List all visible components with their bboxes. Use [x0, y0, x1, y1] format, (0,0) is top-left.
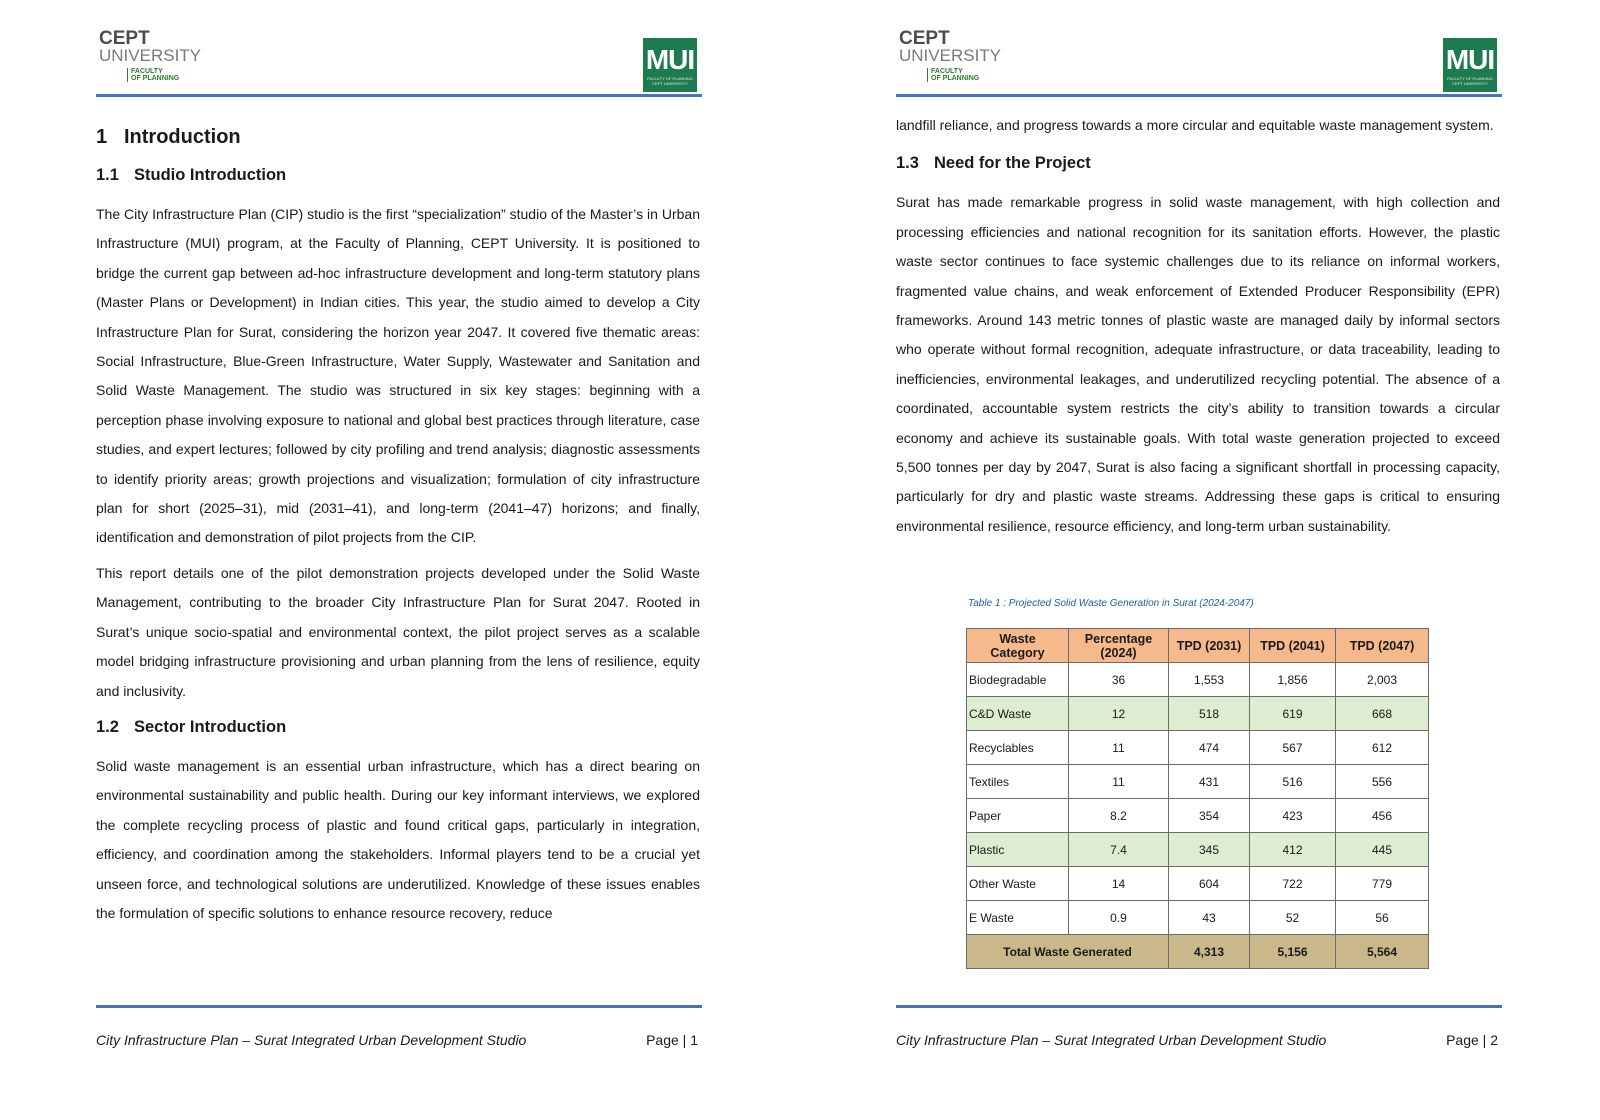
page-1-content [96, 124, 700, 928]
table-cell-value: 11 [1069, 765, 1169, 799]
footer-divider [96, 1005, 702, 1008]
total-value: 4,313 [1169, 935, 1250, 969]
table-cell-value: 7.4 [1069, 833, 1169, 867]
mui-logo-subtext: FACULTY OF PLANNING [1447, 76, 1493, 81]
mui-logo-subtext-2: CEPT UNIVERSITY [1452, 81, 1488, 86]
table-cell-category: Paper [967, 799, 1069, 833]
heading-introduction: 1 Introduction [96, 126, 241, 148]
logo-text-university: UNIVERSITY [899, 46, 1002, 65]
page-number: Page | 1 [646, 1032, 698, 1048]
table-row [967, 697, 1429, 731]
table-cell-value: 14 [1069, 867, 1169, 901]
table-cell-value: 8.2 [1069, 799, 1169, 833]
heading-sector-introduction: 1.2 Sector Introduction [96, 717, 287, 736]
logo-text-university: UNIVERSITY [99, 46, 202, 65]
table-cell-value: 619 [1250, 697, 1336, 731]
paragraph-studio-intro: The City Infrastructure Plan (CIP) studio is the first “specialization” studio of the Master’s in Urban Infrastructure (MUI) program, at the Faculty of Planning, CEPT University. It is positioned to bridge the current gap between ad-hoc infrastructure development and long-term statutory plans (Master Plans or Development) in Indian cities. This year, the studio aimed to develop a City Infrastructure Plan for Surat, considering the horizon year 2047. It covered five thematic areas: Social Infrastructure, Blue-Green Infrastructure, Water Supply, Wastewater and Sanitation and Solid Waste Management. The studio was structured in six key stages: beginning with a perception phase involving exposure to national and global best practices through literature, case studies, and expert lectures; followed by city profiling and trend analysis; diagnostic assessments to identify priority areas; growth projections and visualization; formulation of city infrastructure plan for short (2025–31), mid (2031–41), and long-term (2041–47) horizons; and finally, identification and demonstration of pilot projects from the CIP. [96, 206, 700, 546]
footer-title: City Infrastructure Plan – Surat Integrated Urban Development Studio [896, 1032, 1327, 1048]
table-cell-value: 2,003 [1336, 663, 1429, 697]
table-cell-value: 0.9 [1069, 901, 1169, 935]
header-tpd-2047: TPD (2047) [1336, 629, 1429, 663]
table-cell-value: 474 [1169, 731, 1250, 765]
heading-need-for-project: 1.3 Need for the Project [896, 154, 1091, 173]
logo-text-cept: CEPT [899, 28, 950, 49]
table-cell-value: 43 [1169, 901, 1250, 935]
page-header [96, 28, 702, 98]
table-row [967, 901, 1429, 935]
table-cell-value: 345 [1169, 833, 1250, 867]
logo-text-faculty: FACULTY OF PLANNING [127, 68, 179, 82]
header-divider [896, 94, 1502, 97]
table-total-row [967, 935, 1429, 969]
table-body [967, 663, 1429, 969]
table-cell-value: 779 [1336, 867, 1429, 901]
page-header [896, 28, 1502, 98]
mui-logo [643, 38, 697, 92]
table-row [967, 867, 1429, 901]
table-cell-value: 567 [1250, 731, 1336, 765]
mui-logo-subtext: FACULTY OF PLANNING [647, 76, 693, 81]
table-cell-value: 445 [1336, 833, 1429, 867]
table-caption: Table 1 : Projected Solid Waste Generation in Surat (2024-2047) [968, 598, 1254, 609]
table-cell-value: 56 [1336, 901, 1429, 935]
table-cell-category: Recyclables [967, 731, 1069, 765]
mui-logo-subtext-2: CEPT UNIVERSITY [652, 81, 688, 86]
table-row [967, 799, 1429, 833]
mui-logo [1443, 38, 1497, 92]
table-header-row [967, 629, 1429, 663]
total-label: Total Waste Generated [967, 935, 1169, 969]
table-cell-category: Textiles [967, 765, 1069, 799]
table-cell-value: 431 [1169, 765, 1250, 799]
cept-university-logo [99, 30, 209, 90]
table-row [967, 833, 1429, 867]
table-cell-value: 1,553 [1169, 663, 1250, 697]
table-cell-value: 516 [1250, 765, 1336, 799]
header-divider [96, 94, 702, 97]
header-tpd-2031: TPD (2031) [1169, 629, 1250, 663]
logo-text-faculty: FACULTY OF PLANNING [927, 68, 979, 82]
table-cell-value: 668 [1336, 697, 1429, 731]
footer-title: City Infrastructure Plan – Surat Integrated Urban Development Studio [96, 1032, 527, 1048]
table-cell-value: 556 [1336, 765, 1429, 799]
paragraph-report-details: This report details one of the pilot demonstration projects developed under the Solid Waste Management, contributing to the broader City Infrastructure Plan for Surat 2047. Rooted in Surat’s unique socio-spatial and environmental context, the pilot project serves as a scalable model bridging infrastructure provisioning and urban planning from the lens of resilience, equity and inclusivity. [96, 564, 700, 699]
table-cell-category: C&D Waste [967, 697, 1069, 731]
header-percentage-2024: Percentage (2024) [1069, 629, 1169, 663]
table-row [967, 663, 1429, 697]
mui-logo-text: MUI [1445, 44, 1495, 75]
header-waste-category: Waste Category [967, 629, 1069, 663]
cept-university-logo [899, 30, 1009, 90]
table-cell-value: 423 [1250, 799, 1336, 833]
heading-studio-introduction: 1.1 Studio Introduction [96, 166, 287, 184]
table-cell-category: Biodegradable [967, 663, 1069, 697]
paragraph-need-for-project: Surat has made remarkable progress in solid waste management, with high collection and processing efficiencies and national recognition for its sanitation efforts. However, the plastic waste sector continues to face systemic challenges due to its reliance on informal workers, fragmented value chains, and weak enforcement of Extended Producer Responsibility (EPR) frameworks. Around 143 metric tonnes of plastic waste are managed daily by informal sectors who operate without formal recognition, adequate infrastructure, or data traceability, leading to inefficiencies, environmental leakages, and underutilized recycling potential. The absence of a coordinated, accountable system restricts the city’s ability to transition towards a circular economy and achieve its sustainable goals. With total waste generation projected to exceed 5,500 tonnes per day by 2047, Surat is also facing a significant shortfall in processing capacity, particularly for dry and plastic waste streams. Addressing these gaps is critical to ensuring environmental resilience, resource efficiency, and long-term urban sustainability. [896, 194, 1500, 534]
mui-logo-text: MUI [645, 44, 695, 75]
table-cell-value: 456 [1336, 799, 1429, 833]
total-value: 5,156 [1250, 935, 1336, 969]
table-cell-value: 52 [1250, 901, 1336, 935]
table-cell-value: 518 [1169, 697, 1250, 731]
table-row [967, 765, 1429, 799]
table-row [967, 731, 1429, 765]
logo-text-cept: CEPT [99, 28, 150, 49]
footer-divider [896, 1005, 1502, 1008]
header-tpd-2041: TPD (2041) [1250, 629, 1336, 663]
table-cell-value: 11 [1069, 731, 1169, 765]
total-value: 5,564 [1336, 935, 1429, 969]
table-cell-category: Plastic [967, 833, 1069, 867]
table-cell-value: 36 [1069, 663, 1169, 697]
paragraph-continuation: landfill reliance, and progress towards a more circular and equitable waste management system. [896, 117, 1494, 133]
table-cell-value: 412 [1250, 833, 1336, 867]
table-cell-value: 1,856 [1250, 663, 1336, 697]
table-cell-value: 612 [1336, 731, 1429, 765]
waste-generation-table [966, 628, 1429, 969]
table-cell-value: 354 [1169, 799, 1250, 833]
table-cell-value: 12 [1069, 697, 1169, 731]
table-cell-category: E Waste [967, 901, 1069, 935]
page-number: Page | 2 [1446, 1032, 1498, 1048]
table-cell-value: 604 [1169, 867, 1250, 901]
table-cell-value: 722 [1250, 867, 1336, 901]
page-2-content [896, 111, 1500, 541]
paragraph-sector-intro: Solid waste management is an essential urban infrastructure, which has a direct bearing on environmental sustainability and public health. During our key informant interviews, we explored the complete recycling process of plastic and found critical gaps, particularly in integration, efficiency, and coordination among the stakeholders. Informal players tend to be a crucial yet unseen force, and technological solutions are underutilized. Knowledge of these issues enables the formulation of specific solutions to enhance resource recovery, reduce [96, 757, 700, 921]
table-cell-category: Other Waste [967, 867, 1069, 901]
